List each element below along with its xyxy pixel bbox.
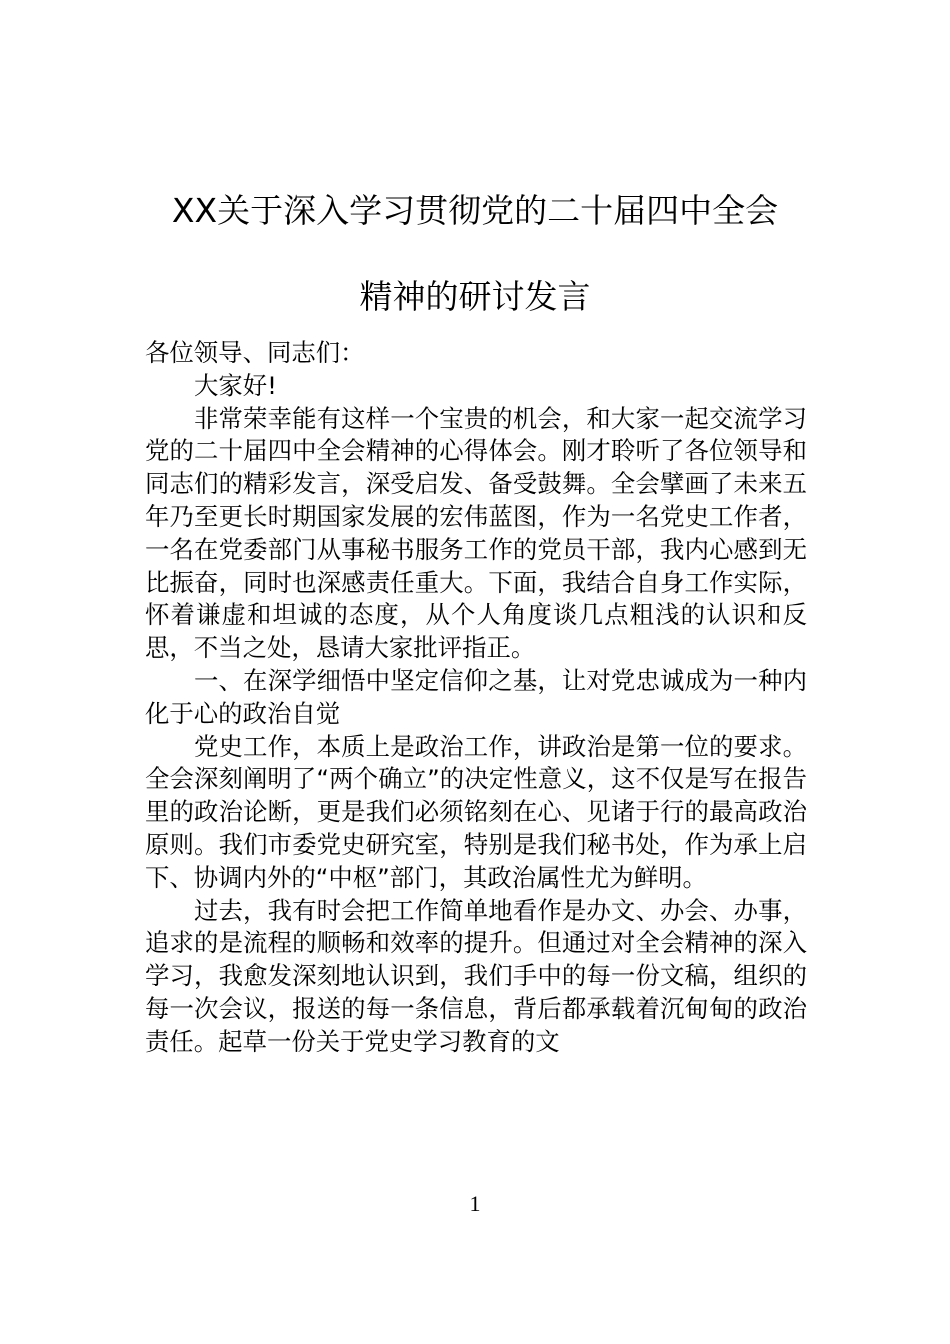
page-number: 1 (469, 1191, 481, 1216)
document-title (120, 168, 830, 340)
greeting: 大家好! (194, 370, 277, 400)
paragraph-section-1-a: 党史工作，本质上是政治工作，讲政治是第一位的要求。全会深刻阐明了“两个确立”的决定性意义，这不仅是写在报告里的政治论断，更是我们必须铭刻在心、见诸于行的最高政治原则。我们市委党史研究室，特别是我们秘书处，作为承上启下、协调内外的“中枢”部门，其政治属性尤为鲜明。 (145, 731, 807, 892)
paragraph-intro: 非常荣幸能有这样一个宝贵的机会，和大家一起交流学习党的二十届四中全会精神的心得体会。刚才聆听了各位领导和同志们的精彩发言，深受启发、备受鼓舞。全会擘画了未来五年乃至更长时期国家发展的宏伟蓝图，作为一名党史工作者，一名在党委部门从事秘书服务工作的党员干部，我内心感到无比振奋，同时也深感责任重大。下面，我结合自身工作实际，怀着谦虚和坦诚的态度，从个人角度谈几点粗浅的认识和反思，不当之处，恳请大家批评指正。 (145, 403, 807, 663)
salutation: 各位领导、同志们： (145, 338, 365, 367)
title-line-2: 精神的研讨发言 (359, 277, 591, 316)
document-body (145, 337, 807, 1059)
section-heading-1: 一、在深学细悟中坚定信仰之基，让对党忠诚成为一种内化于心的政治自觉 (145, 665, 807, 728)
paragraph-section-1-b: 过去，我有时会把工作简单地看作是办文、办会、办事，追求的是流程的顺畅和效率的提升。但通过对全会精神的深入学习，我愈发深刻地认识到，我们手中的每一份文稿，组织的每一次会议，报送的每一条信息，背后都承载着沉甸甸的政治责任。起草一份关于党史学习教育的文 (145, 895, 807, 1056)
title-line-1: XX关于深入学习贯彻党的二十届四中全会 (171, 191, 779, 230)
